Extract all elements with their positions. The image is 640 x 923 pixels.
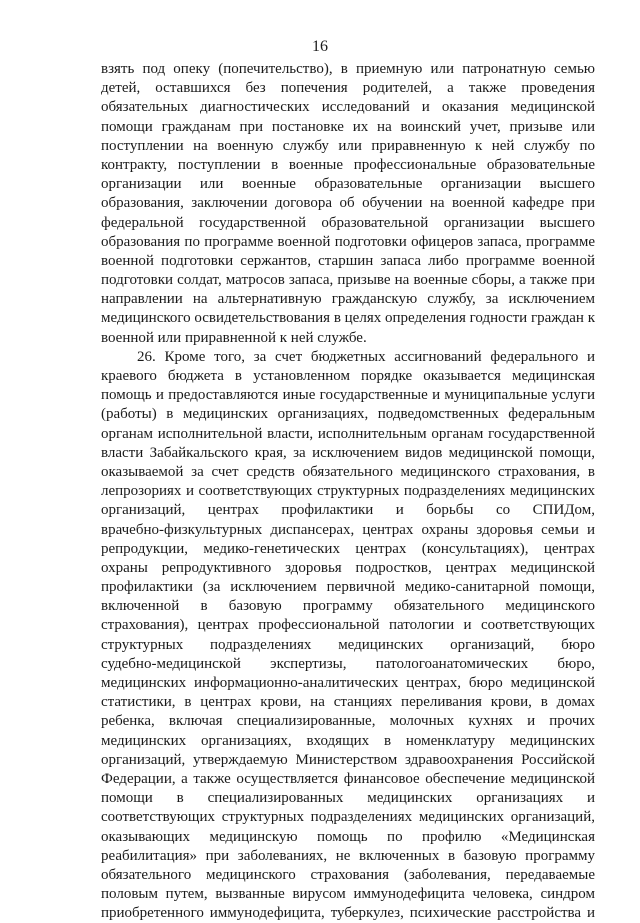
paragraph-2-line: ребенка, включая специализированные, молочных кухнях и прочих: [101, 713, 595, 730]
paragraph-2-line: врачебно-физкультурных диспансерах, центрах охраны здоровья семьи и: [101, 521, 595, 538]
paragraph-1-line: обязательных диагностических исследований и оказания медицинской: [101, 99, 595, 116]
paragraph-2-line: 26. Кроме того, за счет бюджетных ассигнований федерального и: [137, 348, 595, 365]
paragraph-2-line: профилактики (за исключением первичной медико-санитарной помощи,: [101, 579, 595, 596]
paragraph-2-line: обязательного медицинского страхования (заболевания, передаваемые: [101, 866, 595, 883]
paragraph-1-line: медицинского освидетельствования в целях определения годности граждан к: [101, 310, 595, 327]
paragraph-2-line: краевого бюджета в установленном порядке оказывается медицинская: [101, 368, 595, 384]
paragraph-1-line: федеральной государственной образовательной организации высшего: [101, 214, 595, 231]
paragraph-2-line: помощь и предоставляются иные государственные и муниципальные услуги: [101, 387, 595, 404]
paragraph-2-line: приобретенного иммунодефицита, туберкулез, психические расстройства и: [101, 905, 595, 922]
paragraph-2-line: органам исполнительной власти, исполнительным органам государственной: [101, 425, 595, 442]
paragraph-2-line: оказывающих медицинскую помощь по профилю «Медицинская: [101, 828, 595, 845]
paragraph-1-line: организации или военные образовательные организации высшего: [101, 176, 595, 193]
paragraph-1-line: детей, оставшихся без попечения родителей, а также проведения: [101, 80, 595, 97]
body-text: [101, 60, 595, 923]
paragraph-2-line: Федерации, а также осуществляется финансовое обеспечение медицинской: [101, 770, 595, 787]
paragraph-1-line: военной или приравненной к ней службе.: [101, 329, 367, 346]
paragraph-2-line: страхования), центрах профессиональной патологии и соответствующих: [101, 617, 595, 634]
paragraph-2-line: реабилитация» при заболеваниях, не включенных в базовую программу: [101, 847, 595, 864]
paragraph-2-line: оказываемой за счет средств обязательного медицинского страхования, в: [101, 463, 595, 480]
paragraph-1-line: образования по программе военной подготовки офицеров запаса, программе: [101, 233, 595, 250]
page-number: 16: [312, 38, 328, 55]
paragraph-1-line: подготовки солдат, матросов запаса, призыве на военные сборы, а также при: [101, 272, 595, 289]
paragraph-2-line: организаций, центрах профилактики и борьбы со СПИДом,: [101, 502, 595, 519]
paragraph-2-line: лепрозориях и соответствующих структурных подразделениях медицинских: [101, 483, 595, 500]
paragraph-2-line: медицинских организациях, входящих в номенклатуру медицинских: [101, 732, 595, 749]
paragraph-1-line: образования, заключении договора об обучении на военной кафедре при: [101, 195, 595, 212]
paragraph-1-line: направлении на альтернативную гражданскую службу, за исключением: [101, 291, 595, 308]
paragraph-2-line: судебно-медицинской экспертизы, патологоанатомических бюро,: [101, 655, 595, 672]
paragraph-2-line: соответствующих структурных подразделениях медицинских организаций,: [101, 809, 595, 826]
paragraph-2-line: структурных подразделениях медицинских организаций, бюро: [101, 636, 595, 653]
paragraph-2-line: организаций, утверждаемую Министерством здравоохранения Российской: [101, 751, 595, 768]
paragraph-1-line: взять под опеку (попечительство), в приемную или патронатную семью: [101, 61, 595, 77]
paragraph-2-line: медицинских информационно-аналитических центрах, бюро медицинской: [101, 675, 595, 691]
paragraph-2-line: (работы) в медицинских организациях, подведомственных федеральным: [101, 406, 595, 423]
paragraph-2-line: власти Забайкальского края, за исключением видов медицинской помощи,: [101, 444, 595, 461]
paragraph-2-line: охраны репродуктивного здоровья подростков, центрах медицинской: [101, 559, 595, 576]
paragraph-1-line: помощи гражданам при постановке их на воинский учет, призыве или: [101, 118, 595, 135]
paragraph-2-line: репродукции, медико-генетических центрах (консультациях), центрах: [101, 540, 595, 557]
paragraph-2-line: помощи в специализированных медицинских организациях и: [101, 790, 595, 807]
paragraph-1-line: поступлении на военную службу или приравненную к ней службу по: [101, 137, 595, 154]
paragraph-2-line: половым путем, вызванные вирусом иммунодефицита человека, синдром: [101, 886, 595, 903]
paragraph-2-line: включенной в базовую программу обязательного медицинского: [101, 598, 595, 615]
paragraph-1-line: контракту, поступлении в военные профессиональные образовательные: [101, 156, 595, 173]
paragraph-1-line: военной подготовки сержантов, старшин запаса либо программе военной: [101, 252, 595, 269]
paragraph-2-line: статистики, в центрах крови, на станциях переливания крови, в домах: [101, 694, 595, 711]
